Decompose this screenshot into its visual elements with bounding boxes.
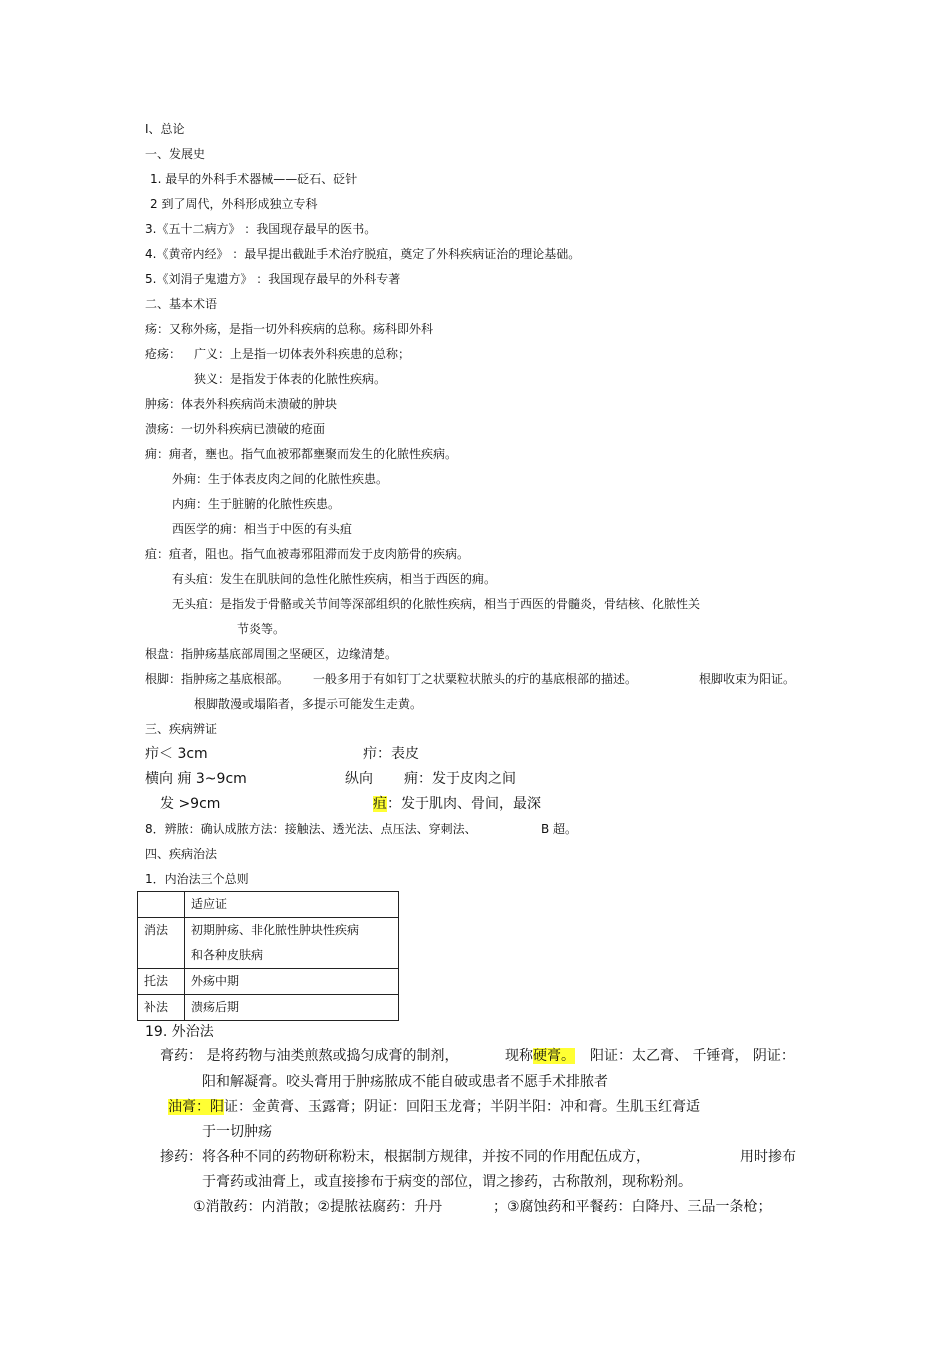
term-narrow: 狭义：是指发于体表的化脓性疾病。: [194, 372, 387, 386]
table-header-cell: 适应证: [185, 892, 399, 918]
table-row: [138, 969, 399, 995]
term-genpan: 根盘：指肿疡基底部周围之坚硬区，边缘清楚。: [145, 647, 398, 661]
history-item: 4.《黄帝内经》 ：最早提出截趾手术治疗脱疽，奠定了外科疾病证治的理论基础。: [145, 247, 581, 261]
section-heading-history: 一、发展史: [145, 147, 206, 161]
history-item: 5.《刘涓子鬼遗方》 ：我国现存最早的外科专著: [145, 272, 401, 286]
term-label: 疮疡：: [145, 347, 182, 361]
size-left: 发 >9cm: [160, 796, 221, 812]
history-item: 1. 最早的外科手术器械——砭石、砭针: [150, 172, 358, 186]
external-treatment-title: 19. 外治法: [145, 1024, 214, 1040]
table-cell: 补法: [138, 995, 185, 1021]
section-heading-terms: 二、基本术语: [145, 297, 218, 311]
section-heading-treatment: 四、疾病治法: [145, 847, 218, 861]
term-zhongyang: 肿疡：体表外科疾病尚未溃破的肿块: [145, 397, 338, 411]
highlight-ju: 疽: [373, 796, 387, 812]
powder-line-2: 于膏药或油膏上，或直接掺布于病变的部位，谓之掺药，古称散剂，现称粉剂。: [202, 1174, 692, 1190]
table-cell: [138, 892, 185, 918]
term-chuangyang: [145, 346, 411, 362]
term-yang: 疡：又称外疡，是指一切外科疾病的总称。疡科即外科: [145, 322, 434, 336]
plaster-line-1: 膏药： 是将药物与油类煎熬或捣匀成膏的制剂， 现称硬膏。 阳证：太乙膏、 千锤膏， 阴证：: [160, 1048, 795, 1064]
pus-diagnosis: 8．辨脓：确认成脓方法：接触法、透光法、点压法、穿刺法、 B 超。: [145, 822, 578, 836]
size-row-3: [160, 795, 541, 814]
term-yong: 痈：痈者，壅也。指气血被邪都壅聚而发生的化脓性疾病。: [145, 447, 458, 461]
table-row: [138, 995, 399, 1021]
term-genjiao-c: 根脚收束为阳证。: [699, 672, 796, 686]
term-neiyong: 内痈：生于脏腑的化脓性疾患。: [172, 497, 341, 511]
table-cell: 初期肿疡、非化脓性肿块性疾病 和各种皮肤病: [185, 918, 399, 969]
term-ju: 疽：疽者，阻也。指气血被毒邪阻滞而发于皮肉筋骨的疾病。: [145, 547, 470, 561]
table-cell: 消法: [138, 918, 185, 969]
term-waiyong: 外痈：生于体表皮肉之间的化脓性疾患。: [172, 472, 389, 486]
size-row-2: [145, 770, 516, 789]
term-genjiao-a: 根脚：指肿疡之基底根部。: [145, 672, 290, 686]
highlight-hard-plaster: 硬膏。: [533, 1048, 575, 1064]
table-row: [138, 892, 399, 918]
term-kuiyang: 溃疡：一切外科疾病已溃破的疮面: [145, 422, 326, 436]
size-right: 痈：发于皮肉之间: [404, 771, 516, 787]
term-genjiao: [145, 671, 796, 687]
internal-treatment-title: 1．内治法三个总则: [145, 872, 249, 886]
size-right: 疖：表皮: [363, 746, 419, 762]
table-row: [138, 918, 399, 969]
term-genjiao-d: 根脚散漫或塌陷者，多提示可能发生走黄。: [194, 697, 423, 711]
size-row-1: [145, 745, 419, 764]
term-broad: 广义：上是指一切体表外科疾患的总称；: [194, 347, 411, 361]
treatment-table: [137, 891, 399, 1021]
size-left: 横向 痈 3~9cm: [145, 771, 247, 787]
ointment-line-1: 油膏：阳证：金黄膏、玉露膏；阴证：回阳玉龙膏；半阴半阳：冲和膏。生肌玉红膏适: [168, 1099, 700, 1115]
history-item: 3.《五十二病方》 ：我国现存最早的医书。: [145, 222, 377, 236]
ointment-line-2: 于一切肿疡: [202, 1124, 272, 1140]
size-mid: 纵向: [345, 771, 373, 787]
term-wutouju: 无头疽：是指发于骨骼或关节间等深部组织的化脓性疾病，相当于西医的骨髓炎，骨结核、化脓性关: [172, 597, 701, 611]
term-wutouju-cont: 节炎等。: [237, 622, 286, 636]
doc-title: I、总论: [145, 122, 185, 136]
section-heading-diagnosis: 三、疾病辨证: [145, 722, 218, 736]
size-right: 疽：发于肌肉、骨间，最深: [373, 796, 541, 812]
table-cell: 溃疡后期: [185, 995, 399, 1021]
term-genjiao-b: 一般多用于有如钉丁之状粟粒状脓头的疔的基底根部的描述。: [313, 672, 638, 686]
table-cell: 托法: [138, 969, 185, 995]
history-item: 2 到了周代，外科形成独立专科: [150, 197, 318, 211]
table-cell: 外疡中期: [185, 969, 399, 995]
plaster-line-2: 阳和解凝膏。咬头膏用于肿疡脓成不能自破或患者不愿手术排脓者: [202, 1074, 608, 1090]
powder-line-1: 掺药：将各种不同的药物研称粉末，根据制方规律，并按不同的作用配伍成方， 用时掺布: [160, 1149, 796, 1165]
term-youtouju: 有头疽：发生在肌肤间的急性化脓性疾病，相当于西医的痈。: [172, 572, 497, 586]
powder-line-3: ①消散药：内消散；②提脓祛腐药：升丹 ；③腐蚀药和平餐药：白降丹、三品一条枪；: [193, 1199, 772, 1215]
highlight-ointment: 油膏：阳: [168, 1099, 224, 1115]
term-xiyong: 西医学的痈：相当于中医的有头疽: [172, 522, 353, 536]
size-left: 疖＜ 3cm: [145, 746, 208, 762]
